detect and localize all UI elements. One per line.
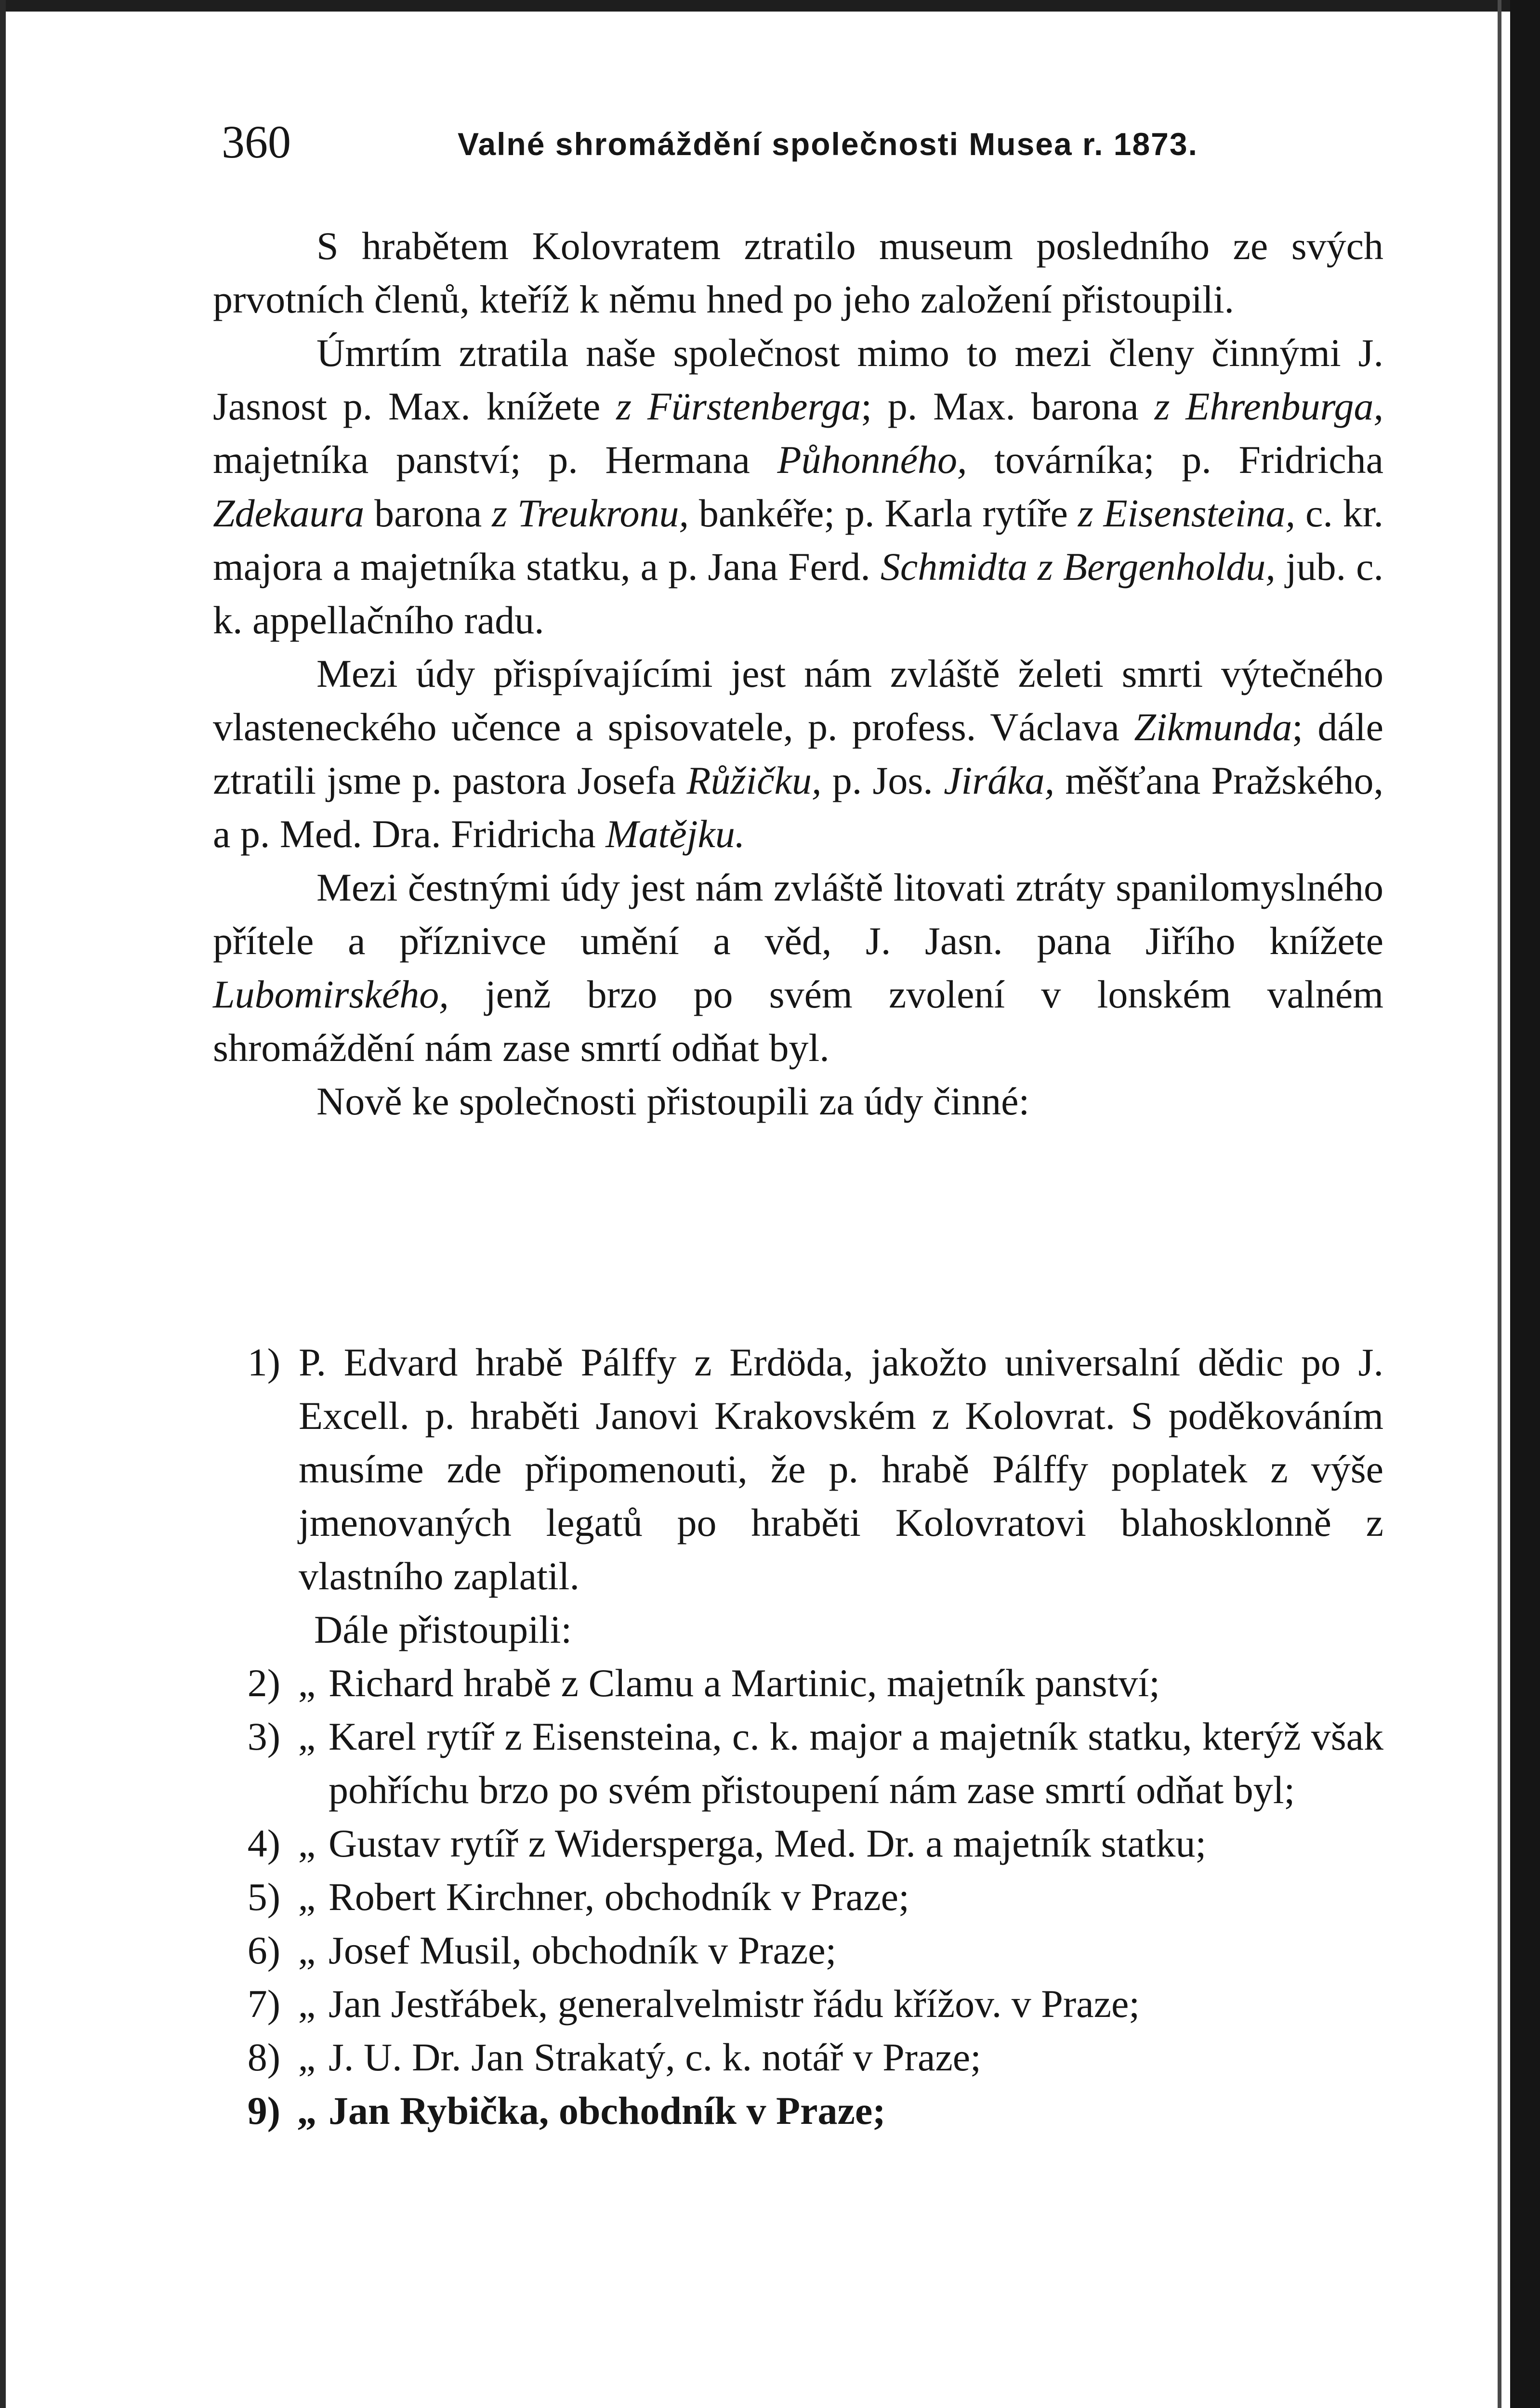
member-list <box>213 1335 1383 2137</box>
text-run: ; p. Max. barona <box>861 384 1155 428</box>
text-run: barona <box>364 491 492 535</box>
list-number: 2) <box>247 1661 280 1705</box>
paragraph-1 <box>213 219 1383 326</box>
text-run: jenž brzo po svém zvolení v lonském valném shromáždění nám zase smrtí odňat byl. <box>213 972 1383 1070</box>
ditto-mark: „ <box>298 1982 316 2026</box>
list-item-text: J. U. Dr. Jan Strakatý, c. k. notář v Praze; <box>329 2035 981 2079</box>
list-item <box>213 2084 1383 2137</box>
paragraph-2 <box>213 326 1383 647</box>
text-run: ; dále ztratili jsme p. pastora Josefa <box>213 705 1384 802</box>
italic-name: Půhonného, <box>777 438 967 482</box>
ditto-mark: „ <box>298 2035 316 2079</box>
ditto-mark: „ <box>298 1821 316 1865</box>
list-item <box>213 1924 1383 1977</box>
paragraph-3 <box>213 647 1383 861</box>
text-run: Mezi údy přispívajícími jest nám zvláště želeti smrti výtečného vlasteneckého učence a spisovatele, p. profess. Václava <box>213 652 1383 749</box>
text-run: jub. c. k. appellačního radu. <box>213 545 1383 642</box>
italic-name: z Eisensteina, <box>1078 491 1296 535</box>
text-run: Mezi čestnými údy jest nám zvláště litovati ztráty spanilomyslného přítele a příznivce umění a věd, J. Jasn. pana Jiřího knížete <box>213 865 1383 963</box>
italic-name: Zikmunda <box>1134 705 1292 749</box>
text-run: c. kr. majora a majetníka statku, a p. Jana Ferd. <box>213 491 1384 589</box>
list-item <box>213 1870 1383 1924</box>
list-number: 3) <box>247 1714 280 1758</box>
scan-edge-left <box>0 0 6 2408</box>
list-item-text: Josef Musil, obchodník v Praze; <box>329 1928 837 1972</box>
text-run: měšťana Pražského, a p. Med. Dra. Fridricha <box>213 759 1384 856</box>
list-item <box>213 1817 1383 1870</box>
page-header <box>222 116 1407 173</box>
ditto-mark: „ <box>297 2089 317 2133</box>
paragraph-5 <box>213 1074 1383 1128</box>
italic-name: Růžičku, <box>686 759 822 802</box>
italic-name: z Treukronu, <box>492 491 689 535</box>
list-number: 5) <box>247 1875 280 1919</box>
list-number: 8) <box>247 2035 280 2079</box>
scan-edge-right <box>1510 0 1540 2408</box>
text-run: S hrabětem Kolovratem ztratilo museum posledního ze svých prvotních členů, kteříž k němu hned po jeho založení přistoupili. <box>213 224 1383 321</box>
running-head: Valné shromáždění společnosti Musea r. 1873. <box>458 126 1198 162</box>
page-number: 360 <box>222 116 291 168</box>
list-number: 9) <box>247 2089 280 2133</box>
list-number: 7) <box>247 1982 280 2026</box>
italic-name: z Ehrenburga, <box>1154 384 1384 428</box>
list-item <box>213 2030 1383 2084</box>
ditto-mark: „ <box>298 1875 316 1919</box>
list-item-text: Gustav rytíř z Widersperga, Med. Dr. a majetník statku; <box>329 1821 1207 1865</box>
list-item-text: Robert Kirchner, obchodník v Praze; <box>329 1875 909 1919</box>
list-item <box>213 1977 1383 2030</box>
text-run: majetníka panství; p. Hermana <box>213 438 777 482</box>
italic-name: Lubomirského, <box>213 972 449 1016</box>
italic-name: Schmidta z Bergenholdu, <box>880 545 1276 589</box>
list-item-text: Jan Rybička, obchodník v Praze; <box>329 2089 886 2133</box>
italic-name: Matějku. <box>605 812 745 856</box>
sub-heading: Dále přistoupili: <box>314 1608 572 1651</box>
text-run: Úmrtím ztratila naše společnost mimo to mezi členy činnými J. Jasnost p. Max. knížete <box>213 331 1383 428</box>
text-run: Nově ke společnosti přistoupili za údy činné: <box>316 1079 1030 1123</box>
list-item-text: Karel rytíř z Eisensteina, c. k. major a majetník statku, kterýž však pohříchu brzo po svém přistoupení nám zase smrtí odňat byl; <box>329 1714 1383 1812</box>
italic-name: Jiráka, <box>944 759 1055 802</box>
scan-edge-top <box>0 0 1540 12</box>
scan-edge-right-inner <box>1498 0 1501 2408</box>
list-number: 1) <box>247 1340 280 1384</box>
paragraph-4 <box>213 861 1383 1074</box>
list-item-text: Richard hrabě z Clamu a Martinic, majetník panství; <box>329 1661 1160 1705</box>
ditto-mark: „ <box>298 1928 316 1972</box>
list-item <box>213 1710 1383 1817</box>
italic-name: Zdekaura <box>213 491 365 535</box>
list-number: 6) <box>247 1928 280 1972</box>
text-run: p. Jos. <box>821 759 944 802</box>
text-run: továrníka; p. Fridricha <box>967 438 1383 482</box>
body-text <box>213 219 1383 1128</box>
ditto-mark: „ <box>298 1714 316 1758</box>
text-run: bankéře; p. Karla rytíře <box>689 491 1078 535</box>
list-item-text: P. Edvard hrabě Pálffy z Erdöda, jakožto universalní dědic po J. Excell. p. hraběti Janovi Krakovském z Kolovrat. S poděkováním musíme zde připomenouti, že p. hrabě Pálffy poplatek z výše jmenovaných legatů po hraběti Kolovratovi blahosklonně z vlastního zaplatil. <box>299 1340 1383 1598</box>
list-item <box>213 1656 1383 1710</box>
italic-name: z Fürstenberga <box>616 384 861 428</box>
ditto-mark: „ <box>298 1661 316 1705</box>
list-item-text: Jan Jestřábek, generalvelmistr řádu křížov. v Praze; <box>329 1982 1140 2026</box>
list-item-1 <box>213 1335 1383 1603</box>
list-number: 4) <box>247 1821 280 1865</box>
